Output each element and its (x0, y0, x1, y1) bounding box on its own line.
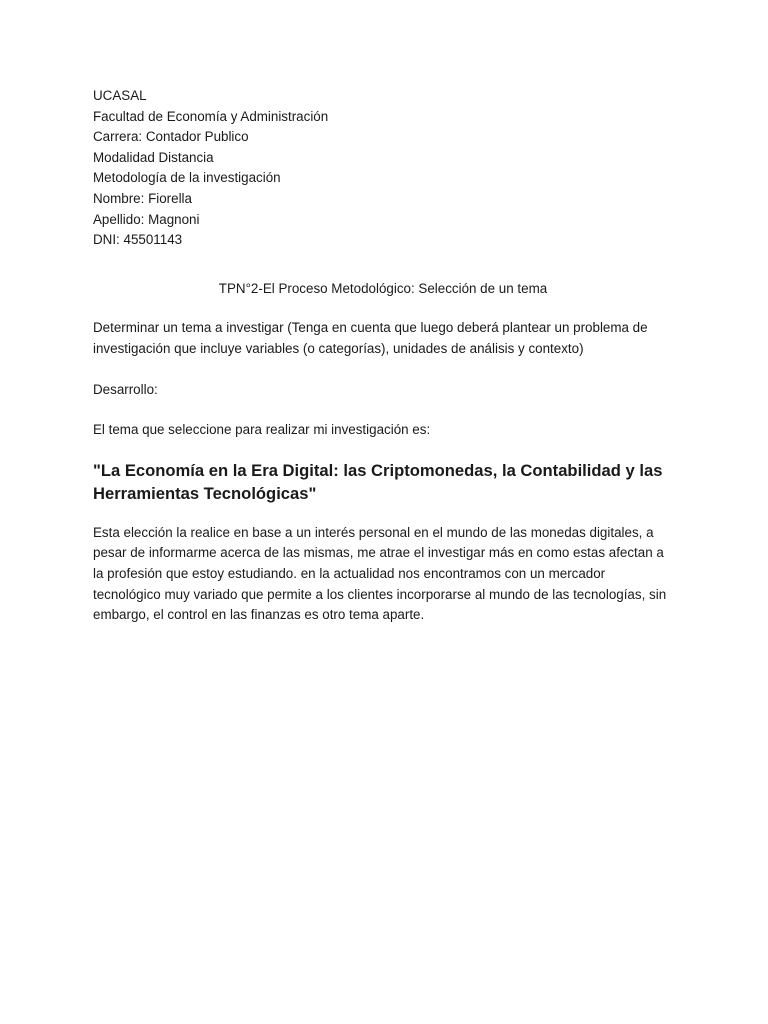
faculty-line: Facultad de Economía y Administración (93, 108, 329, 124)
subject-line: Metodología de la investigación (93, 170, 281, 186)
last-name-line: Apellido: Magnoni (93, 211, 200, 227)
modality-line: Modalidad Distancia (93, 149, 214, 165)
university-line: UCASAL (93, 88, 147, 103)
research-topic-heading: "La Economía en la Era Digital: las Criptomonedas, la Contabilidad y las Herramientas Tecnológicas" (93, 460, 663, 503)
document-content (93, 86, 673, 626)
intro-paragraph: El tema que seleccione para realizar mi investigación es: (93, 422, 431, 438)
body-paragraph: Esta elección la realice en base a un interés personal en el mundo de las monedas digitales, a pesar de informarme acerca de las mismas, me atrae el investigar más en como estas afectan a la profesión que estoy estudiando. en la actualidad nos encontramos con un mercador tecnológico muy variado que permite a los clientes incorporarse al mundo de las tecnologías, sin embargo, el control en las finanzas es otro tema aparte. (93, 524, 667, 623)
instruction-paragraph: Determinar un tema a investigar (Tenga en cuenta que luego deberá plantear un problema de investigación que incluye variables (o categorías), unidades de análisis y contexto) (93, 320, 648, 356)
dni-line: DNI: 45501143 (93, 232, 183, 248)
section-label: Desarrollo: (93, 381, 158, 397)
document-title: TPN°2-El Proceso Metodológico: Selección de un tema (218, 280, 548, 296)
student-info-block (93, 86, 673, 251)
first-name-line: Nombre: Fiorella (93, 190, 192, 206)
career-line: Carrera: Contador Publico (93, 129, 249, 145)
